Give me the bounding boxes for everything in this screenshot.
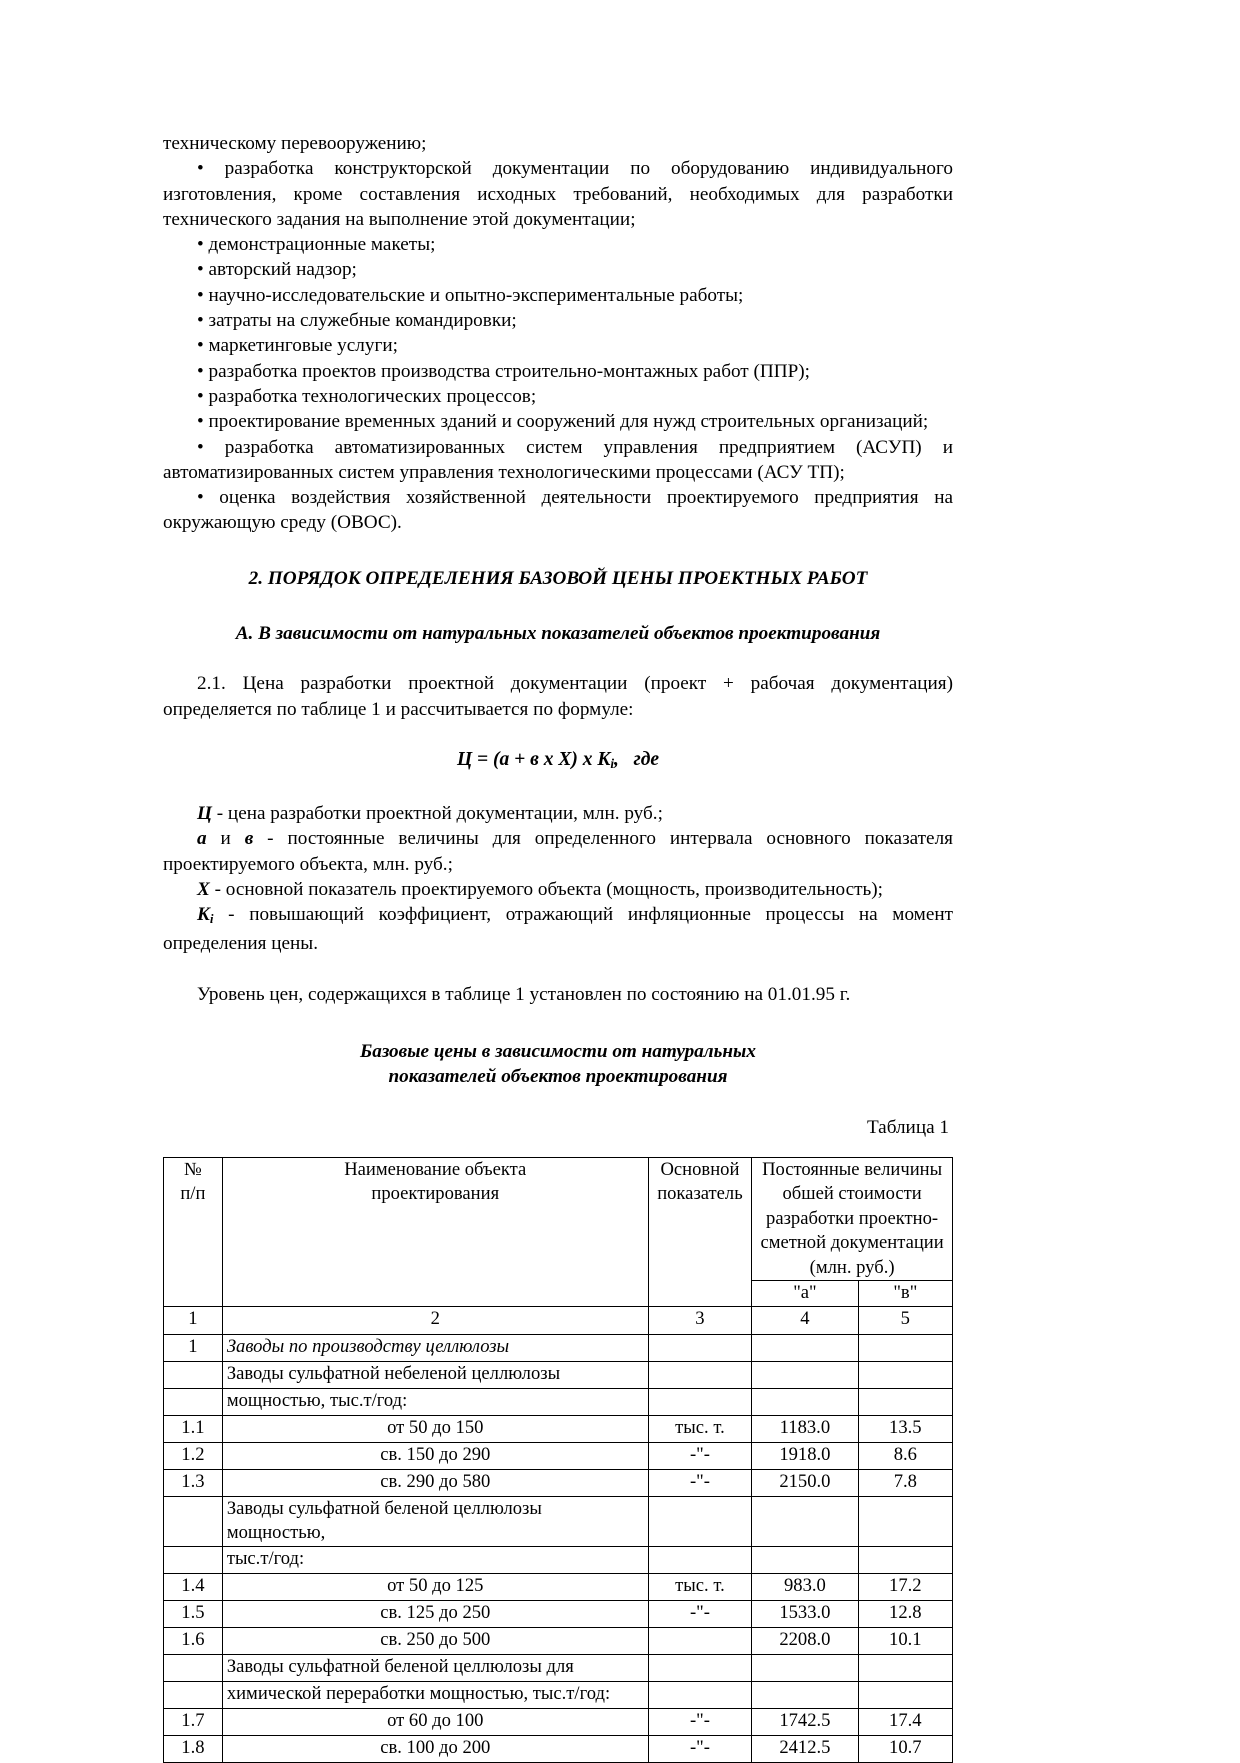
formula-line xyxy=(163,747,953,776)
header-constants-line-1: Постоянные величины xyxy=(762,1158,943,1180)
row-object-name-cell: от 50 до 125 xyxy=(222,1573,648,1600)
row-constant-v-cell xyxy=(858,1496,952,1546)
bullet-item-4: • научно-исследовательские и опытно-экспериментальные работы; xyxy=(197,284,744,306)
row-constant-a-cell: 2412.5 xyxy=(752,1735,858,1762)
row-number-cell: 1.7 xyxy=(164,1708,223,1735)
row-constant-v-cell: 8.6 xyxy=(858,1442,952,1469)
row-indicator-cell xyxy=(648,1546,751,1573)
header-cell-indicator xyxy=(648,1157,751,1306)
row-constant-v-cell: 7.8 xyxy=(858,1469,952,1496)
row-number-cell xyxy=(164,1546,223,1573)
header-constants-line-2: обшей стоимости xyxy=(782,1183,922,1205)
row-constant-a-cell: 1742.5 xyxy=(752,1708,858,1735)
row-number-cell xyxy=(164,1361,223,1388)
row-constant-v-cell: 12.8 xyxy=(858,1600,952,1627)
row-constant-v-cell: 10.1 xyxy=(858,1627,952,1654)
row-constant-a-cell: 1918.0 xyxy=(752,1442,858,1469)
row-indicator-cell: тыс. т. xyxy=(648,1573,751,1600)
row-object-name-cell: св. 125 до 250 xyxy=(222,1600,648,1627)
row-number-cell: 1 xyxy=(164,1334,223,1361)
row-indicator-cell: -"- xyxy=(648,1708,751,1735)
formula-equals: = xyxy=(472,748,493,770)
row-number-cell xyxy=(164,1654,223,1681)
row-constant-a-cell xyxy=(752,1681,858,1708)
row-number-cell: 1.1 xyxy=(164,1415,223,1442)
row-constant-a-cell: 983.0 xyxy=(752,1573,858,1600)
row-indicator-cell: -"- xyxy=(648,1735,751,1762)
table-row xyxy=(164,1469,953,1496)
row-indicator-cell: -"- xyxy=(648,1442,751,1469)
table-header-row xyxy=(164,1157,953,1281)
bullet-item-5: • затраты на служебные командировки; xyxy=(197,310,517,332)
row-number-cell xyxy=(164,1496,223,1546)
bullet-item-3: • авторский надзор; xyxy=(197,259,357,281)
row-constant-a-cell xyxy=(752,1654,858,1681)
row-indicator-cell: тыс. т. xyxy=(648,1415,751,1442)
formula-comma: , xyxy=(614,748,619,770)
table-caption-line-1: Базовые цены в зависимости от натуральных xyxy=(360,1041,756,1063)
table-row xyxy=(164,1573,953,1600)
base-prices-table xyxy=(163,1157,953,1763)
row-indicator-cell: -"- xyxy=(648,1469,751,1496)
spacer xyxy=(163,957,953,982)
definition-constants xyxy=(163,826,953,877)
header-constants-line-5: (млн. руб.) xyxy=(809,1256,895,1278)
row-number-cell: 1.6 xyxy=(164,1627,223,1654)
spacer xyxy=(163,1007,953,1039)
table-row xyxy=(164,1600,953,1627)
bullet-item-2: • демонстрационные макеты; xyxy=(197,234,436,256)
symbol-v: в xyxy=(244,828,254,850)
table-caption xyxy=(163,1039,953,1090)
row-object-name-cell: от 60 до 100 xyxy=(222,1708,648,1735)
table-row xyxy=(164,1681,953,1708)
section-heading: 2. ПОРЯДОК ОПРЕДЕЛЕНИЯ БАЗОВОЙ ЦЕНЫ ПРОЕКТНЫХ РАБОТ xyxy=(248,567,868,589)
row-indicator-cell: -"- xyxy=(648,1600,751,1627)
header-cell-a: "а" xyxy=(752,1281,858,1307)
row-constant-a-cell xyxy=(752,1546,858,1573)
definition-ki-text: - повышающий коэффициент, отражающий инфляционные процессы на момент определения цены. xyxy=(163,904,953,955)
row-indicator-cell xyxy=(648,1334,751,1361)
row-number-cell: 1.5 xyxy=(164,1600,223,1627)
table-row xyxy=(164,1442,953,1469)
header-number-line-2: п/п xyxy=(180,1183,206,1205)
symbol-ki-base: K xyxy=(197,904,210,926)
header-cell-object-name xyxy=(222,1157,648,1306)
formula-subscript: i xyxy=(610,755,615,771)
price-level-note: Уровень цен, содержащихся в таблице 1 установлен по состоянию на 01.01.95 г. xyxy=(197,983,851,1005)
bullet-item-11: • оценка воздействия хозяйственной деятельности проектируемого предприятия на окружающую среду (ОВОС). xyxy=(163,487,953,534)
row-object-name-cell: св. 100 до 200 xyxy=(222,1735,648,1762)
spacer xyxy=(163,646,953,671)
row-constant-a-cell: 1183.0 xyxy=(752,1415,858,1442)
row-object-name-cell: Заводы сульфатной беленой целлюлозы для xyxy=(222,1654,648,1681)
bullet-item-9: • проектирование временных зданий и сооружений для нужд строительных организаций; xyxy=(197,411,929,433)
row-object-name-cell: св. 250 до 500 xyxy=(222,1627,648,1654)
row-number-cell xyxy=(164,1388,223,1415)
bullet-item-7: • разработка проектов производства строительно-монтажных работ (ППР); xyxy=(197,360,810,382)
row-constant-v-cell: 17.4 xyxy=(858,1708,952,1735)
row-indicator-cell xyxy=(648,1496,751,1546)
table-row xyxy=(164,1361,953,1388)
header-number-line-1: № xyxy=(184,1158,202,1180)
intro-continuation-line: техническому перевооружению; xyxy=(163,133,427,154)
table-number-label: Таблица 1 xyxy=(866,1116,949,1138)
column-number-5: 5 xyxy=(858,1306,952,1334)
symbol-price: Ц xyxy=(197,803,212,825)
row-constant-v-cell xyxy=(858,1388,952,1415)
document-page xyxy=(163,0,953,1763)
header-name-line-2: проектирования xyxy=(371,1183,500,1205)
row-object-name-cell: химической переработки мощностью, тыс.т/год: xyxy=(222,1681,648,1708)
row-object-name-cell: св. 150 до 290 xyxy=(222,1442,648,1469)
spacer xyxy=(163,722,953,747)
header-constants-line-4: сметной документации xyxy=(760,1232,944,1254)
row-constant-v-cell: 17.2 xyxy=(858,1573,952,1600)
header-cell-number xyxy=(164,1157,223,1306)
row-constant-v-cell xyxy=(858,1654,952,1681)
column-number-1: 1 xyxy=(164,1306,223,1334)
row-object-name-cell: св. 290 до 580 xyxy=(222,1469,648,1496)
row-constant-v-cell xyxy=(858,1546,952,1573)
row-constant-v-cell xyxy=(858,1361,952,1388)
formula-expression: (а + в х X) х K xyxy=(493,748,611,770)
symbol-ki xyxy=(197,904,213,925)
header-indicator-line-1: Основной xyxy=(660,1158,740,1180)
row-indicator-cell xyxy=(648,1361,751,1388)
spacer xyxy=(163,1090,953,1115)
spacer xyxy=(163,776,953,801)
row-number-cell: 1.2 xyxy=(164,1442,223,1469)
formula-where: где xyxy=(633,748,660,770)
header-cell-v: "в" xyxy=(858,1281,952,1307)
row-indicator-cell xyxy=(648,1627,751,1654)
row-constant-a-cell xyxy=(752,1334,858,1361)
row-object-name-cell: Заводы по производству целлюлозы xyxy=(222,1334,648,1361)
symbol-a: а xyxy=(197,828,207,850)
header-constants-line-3: разработки проектно- xyxy=(766,1207,939,1229)
row-constant-v-cell xyxy=(858,1681,952,1708)
row-object-name-cell: тыс.т/год: xyxy=(222,1546,648,1573)
bullet-item-10: • разработка автоматизированных систем управления предприятием (АСУП) и автоматизированных систем управления технологическими процессами (АСУ ТП); xyxy=(163,436,953,483)
table-column-number-row xyxy=(164,1306,953,1334)
definition-ki xyxy=(163,902,953,956)
table-body xyxy=(164,1334,953,1762)
row-constant-v-cell xyxy=(858,1334,952,1361)
column-number-2: 2 xyxy=(222,1306,648,1334)
row-object-name-cell: Заводы сульфатной беленой целлюлозы мощностью, xyxy=(222,1496,648,1546)
row-constant-a-cell: 2208.0 xyxy=(752,1627,858,1654)
row-constant-a-cell: 1533.0 xyxy=(752,1600,858,1627)
paragraph-2-1: 2.1. Цена разработки проектной документации (проект + рабочая документация) определяется по таблице 1 и рассчитывается по формуле: xyxy=(163,673,953,720)
header-name-line-1: Наименование объекта xyxy=(344,1158,527,1180)
definition-x xyxy=(163,877,953,902)
column-number-4: 4 xyxy=(752,1306,858,1334)
row-number-cell xyxy=(164,1681,223,1708)
header-cell-constants xyxy=(752,1157,953,1281)
row-constant-a-cell xyxy=(752,1361,858,1388)
symbol-x: X xyxy=(197,879,210,901)
row-indicator-cell xyxy=(648,1388,751,1415)
table-caption-line-2: показателей объектов проектирования xyxy=(388,1066,728,1088)
table-row xyxy=(164,1654,953,1681)
table-row xyxy=(164,1546,953,1573)
definition-x-text: - основной показатель проектируемого объекта (мощность, производительность); xyxy=(209,879,883,901)
table-row xyxy=(164,1496,953,1546)
table-row xyxy=(164,1388,953,1415)
table-row xyxy=(164,1735,953,1762)
row-constant-v-cell: 10.7 xyxy=(858,1735,952,1762)
row-object-name-cell: от 50 до 150 xyxy=(222,1415,648,1442)
definition-constants-text: - постоянные величины для определенного интервала основного показателя проектируемого объекта, млн. руб.; xyxy=(163,828,953,875)
definition-price-text: - цена разработки проектной документации, млн. руб.; xyxy=(211,803,663,825)
row-number-cell: 1.8 xyxy=(164,1735,223,1762)
row-number-cell: 1.4 xyxy=(164,1573,223,1600)
row-indicator-cell xyxy=(648,1681,751,1708)
row-indicator-cell xyxy=(648,1654,751,1681)
definition-constants-mid: и xyxy=(206,828,245,850)
row-constant-v-cell: 13.5 xyxy=(858,1415,952,1442)
formula-left: Ц xyxy=(456,748,473,770)
row-constant-a-cell: 2150.0 xyxy=(752,1469,858,1496)
table-row xyxy=(164,1334,953,1361)
subsection-heading: А. В зависимости от натуральных показателей объектов проектирования xyxy=(235,623,881,645)
symbol-ki-sub: i xyxy=(209,911,214,927)
row-constant-a-cell xyxy=(752,1388,858,1415)
bullet-item-1: • разработка конструкторской документации по оборудованию индивидуального изготовления, кроме составления исходных требований, необходимых для разработки технического задания на выполнение этой документации; xyxy=(163,158,953,230)
column-number-3: 3 xyxy=(648,1306,751,1334)
table-row xyxy=(164,1415,953,1442)
bullet-item-6: • маркетинговые услуги; xyxy=(197,335,398,357)
row-object-name-cell: мощностью, тыс.т/год: xyxy=(222,1388,648,1415)
definition-price xyxy=(163,801,953,826)
row-constant-a-cell xyxy=(752,1496,858,1546)
row-object-name-cell: Заводы сульфатной небеленой целлюлозы xyxy=(222,1361,648,1388)
row-number-cell: 1.3 xyxy=(164,1469,223,1496)
table-row xyxy=(164,1627,953,1654)
table-row xyxy=(164,1708,953,1735)
header-indicator-line-2: показатель xyxy=(657,1183,743,1205)
bullet-item-8: • разработка технологических процессов; xyxy=(197,385,537,407)
